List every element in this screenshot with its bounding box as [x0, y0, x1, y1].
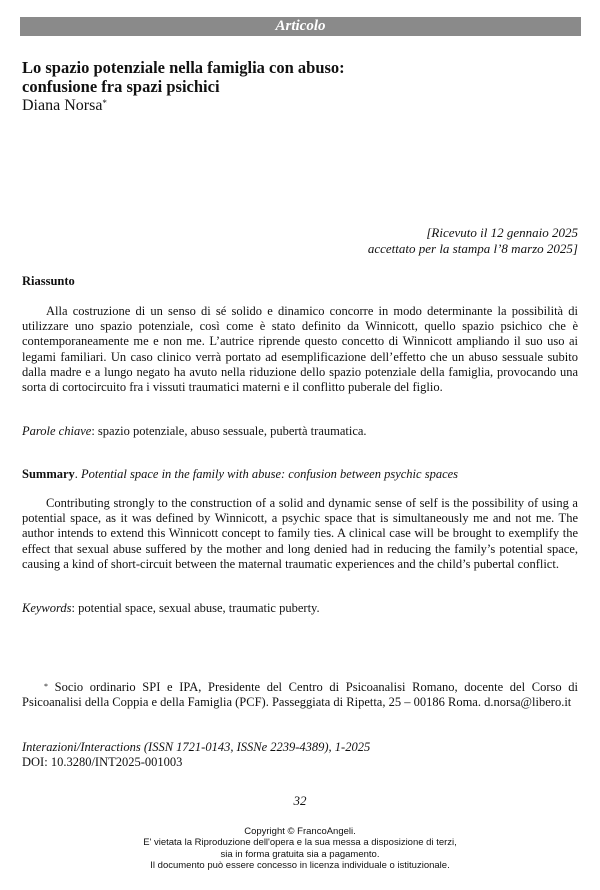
- copyright-notice: [0, 826, 600, 872]
- banner-label: Articolo: [275, 18, 326, 34]
- author-footnote-mark: *: [102, 98, 107, 108]
- title-line-1: Lo spazio potenziale nella famiglia con abuso:: [22, 58, 345, 77]
- summary-heading: Summary: [22, 467, 75, 481]
- riassunto-keywords: [22, 424, 578, 439]
- page-number: 32: [293, 793, 307, 808]
- accepted-date: accettato per la stampa l’8 marzo 2025]: [367, 240, 578, 256]
- author-name: Diana Norsa: [22, 97, 103, 114]
- parole-chiave-label: Parole chiave: [22, 424, 92, 438]
- copyright-line-2: E' vietata la Riproduzione dell'opera e la sua messa a disposizione di terzi,: [143, 837, 457, 849]
- keywords-values: : potential space, sexual abuse, traumatic puberty.: [71, 601, 320, 615]
- summary-title: Potential space in the family with abuse: confusion between psychic spaces: [81, 467, 459, 481]
- received-date: [Ricevuto il 12 gennaio 2025: [426, 225, 578, 240]
- footnote-text: Socio ordinario SPI e IPA, Presidente del Centro di Psicoanalisi Romano, docente del Corso di Psicoanalisi della Coppia e della Famiglia (PCF). Passeggiata di Ripetta, 25 – 00186 Roma. d.norsa@libero.it: [22, 680, 578, 710]
- author-line: [22, 96, 107, 115]
- summary-heading-line: Summary. Potential space in the family with abuse: confusion between psychic spaces: [22, 467, 459, 481]
- footnote-mark: *: [44, 682, 48, 691]
- article-title: [22, 58, 582, 96]
- parole-chiave-values: : spazio potenziale, abuso sessuale, pubertà traumatica.: [91, 424, 367, 438]
- summary-keywords: [22, 601, 578, 616]
- received-dates: [368, 225, 578, 256]
- section-banner: [20, 17, 581, 36]
- copyright-line-4: Il documento può essere concesso in licenza individuale o istituzionale.: [150, 860, 450, 872]
- copyright-line-1: Copyright © FrancoAngeli.: [244, 826, 356, 837]
- copyright-line-3: sia in forma gratuita sia a pagamento.: [220, 848, 380, 860]
- journal-doi: DOI: 10.3280/INT2025-001003: [22, 755, 183, 769]
- keywords-label: Keywords: [22, 601, 72, 615]
- title-line-2: confusione fra spazi psichici: [22, 77, 220, 96]
- riassunto-text: Alla costruzione di un senso di sé solido e dinamico concorre in modo determinante la possibilità di utilizzare uno spazio potenziale, così come è stato definito da Winnicott, quello spazio psichico che è contemporaneamente me e non me. L’autrice riprende questo concetto di Winnicott ampliando il suo uso ai legami familiari. Un caso clinico verrà portato ad esemplificazione dell’effetto che un abuso sessuale subito dalla madre e a lungo negato ha avuto nella riduzione dello spazio potenziale della famiglia, provocando una sorta di cortocircuito fra i vissuti traumatici materni e il conflitto puberale del figlio.: [22, 304, 578, 395]
- riassunto-heading: Riassunto: [22, 274, 75, 288]
- summary-text: Contributing strongly to the construction of a solid and dynamic sense of self is the possibility of using a potential space, as it was defined by Winnicott, a psychic space that is simultaneously me and not me. The author intends to extend this Winnicott concept to family ties. A clinical case will be brought to exemplify the effect that sexual abuse suffered by the mother and long denied had in reducing the family’s potential space, causing a kind of short-circuit between the maternal traumatic experiences and the child’s pubertal conflict.: [22, 496, 578, 571]
- journal-info: [22, 740, 370, 770]
- author-footnote: [22, 680, 578, 710]
- journal-citation: Interazioni/Interactions (ISSN 1721-0143, ISSNe 2239-4389), 1-2025: [22, 740, 371, 754]
